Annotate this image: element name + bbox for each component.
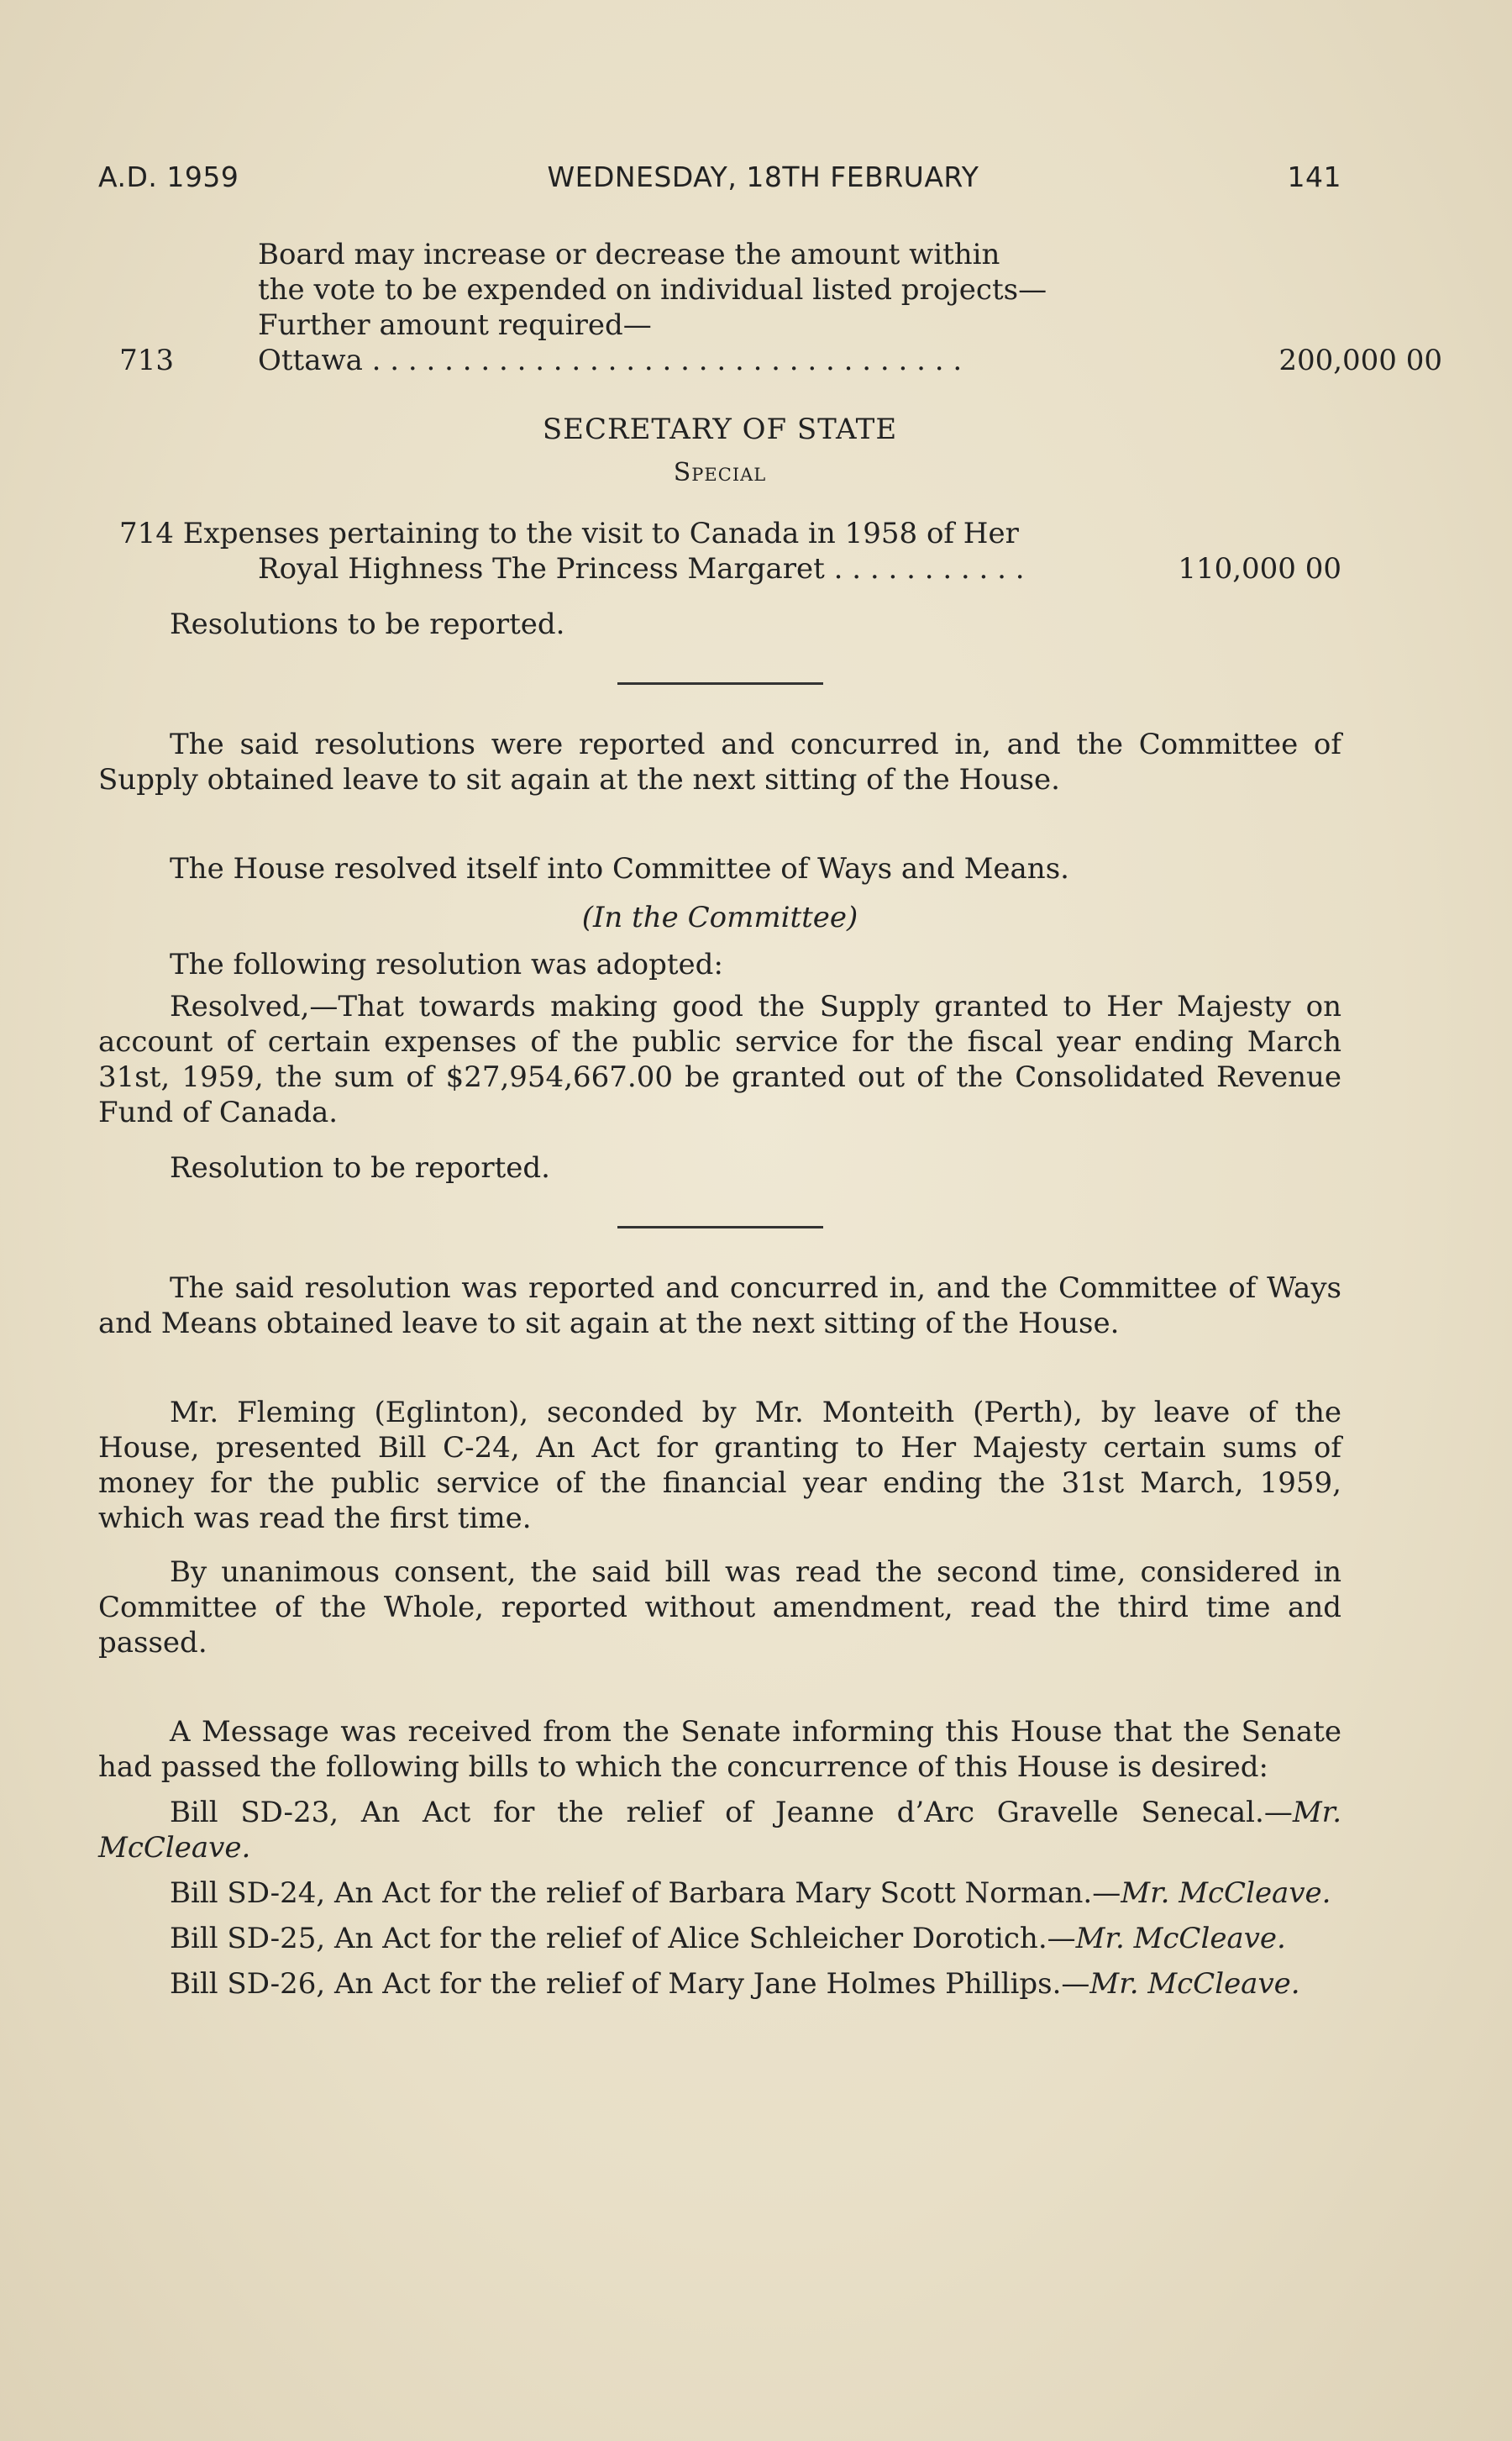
vote-713 xyxy=(119,237,1442,378)
senate-bill-item xyxy=(98,1966,1341,2002)
bill-mover: Mr. McCleave. xyxy=(98,1796,1341,1865)
in-committee-heading: (In the Committee) xyxy=(581,901,858,934)
senate-bill-item xyxy=(98,1921,1341,1956)
section-rule xyxy=(617,682,823,685)
page-number: 141 xyxy=(1287,160,1341,193)
spacer xyxy=(98,1341,1341,1395)
senate-message-paragraph: A Message was received from the Senate informing this House that the Senate had passed the following bills to which the concurrence of this House is desired: xyxy=(98,1715,1341,1784)
section-heading-secretary-of-state: SECRETARY OF STATE xyxy=(542,413,898,446)
following-resolution: The following resolution was adopted: xyxy=(170,948,723,981)
vote-713-text-line2: the vote to be expended on individual listed projects— xyxy=(258,273,1047,307)
vote-713-number: 713 xyxy=(119,344,174,377)
resolutions-reported: Resolutions to be reported. xyxy=(170,608,565,641)
vote-713-text-line1: Board may increase or decrease the amount within xyxy=(258,238,1000,271)
spacer xyxy=(98,1660,1341,1714)
unanimous-consent-paragraph: By unanimous consent, the said bill was read the second time, considered in Committee of the Whole, reported without amendment, read the third time and passed. xyxy=(98,1555,1341,1660)
resolution-reported: Resolution to be reported. xyxy=(170,1151,550,1185)
running-head xyxy=(98,160,1341,195)
bill-text: Bill SD-25, An Act for the relief of Alice Schleicher Dorotich.— xyxy=(170,1922,1076,1955)
bill-mover: Mr. McCleave. xyxy=(1121,1876,1331,1910)
page-content xyxy=(98,160,1442,2002)
section-rule xyxy=(617,1226,823,1228)
ways-means-resolved: The House resolved itself into Committee of Ways and Means. xyxy=(170,852,1069,886)
senate-bill-item xyxy=(98,1875,1341,1911)
vote-713-item: Ottawa . . . . . . . . . . . . . . . . . . . . . . . . . . . . . . . . . xyxy=(258,344,963,377)
bill-text: Bill SD-26, An Act for the relief of Mary Jane Holmes Phillips.— xyxy=(170,1967,1090,2001)
vote-714-line2-wrap xyxy=(119,551,1341,587)
vote-714 xyxy=(119,516,1341,587)
bill-text: Bill SD-24, An Act for the relief of Barbara Mary Scott Norman.— xyxy=(170,1876,1121,1910)
vote-714-line2: Royal Highness The Princess Margaret . . . . . . . . . . . xyxy=(258,552,1025,586)
vote-713-line xyxy=(119,343,1442,378)
bill-mover: Mr. McCleave. xyxy=(1075,1922,1286,1955)
fleming-bill-paragraph: Mr. Fleming (Eglinton), seconded by Mr. Monteith (Perth), by leave of the House, presented Bill C-24, An Act for granting to Her Majesty certain sums of money for the public service of the financial year ending the 31st March, 1959, which was read the first time. xyxy=(98,1396,1341,1535)
ways-means-concurred-paragraph: The said resolution was reported and concurred in, and the Committee of Ways and Means obtained leave to sit again at the next sitting of the House. xyxy=(98,1271,1341,1340)
header-date: WEDNESDAY, 18TH FEBRUARY xyxy=(547,160,979,193)
bill-text: Bill SD-23, An Act for the relief of Jeanne d’Arc Gravelle Senecal.— xyxy=(170,1796,1293,1829)
header-year: A.D. 1959 xyxy=(98,160,239,193)
vote-713-amount: 200,000 00 xyxy=(1278,344,1442,377)
vote-714-line1: 714 Expenses pertaining to the visit to Canada in 1958 of Her xyxy=(119,517,1019,550)
spacer xyxy=(98,797,1341,851)
senate-bills-list xyxy=(98,1795,1341,2002)
vote-713-text-line3: Further amount required— xyxy=(258,308,652,342)
senate-bill-item xyxy=(98,1795,1341,1865)
resolved-paragraph: Resolved,—That towards making good the Supply granted to Her Majesty on account of certain expenses of the public service for the fiscal year ending March 31st, 1959, the sum of $27,954,667.00 be granted out of the Consolidated Revenue Fund of Canada. xyxy=(98,990,1341,1129)
bill-mover: Mr. McCleave. xyxy=(1089,1967,1300,2001)
sub-heading-special: Special xyxy=(673,458,767,487)
supply-concurred-paragraph: The said resolutions were reported and concurred in, and the Committee of Supply obtained leave to sit again at the next sitting of the House. xyxy=(98,728,1341,797)
vote-714-amount: 110,000 00 xyxy=(1178,552,1341,586)
